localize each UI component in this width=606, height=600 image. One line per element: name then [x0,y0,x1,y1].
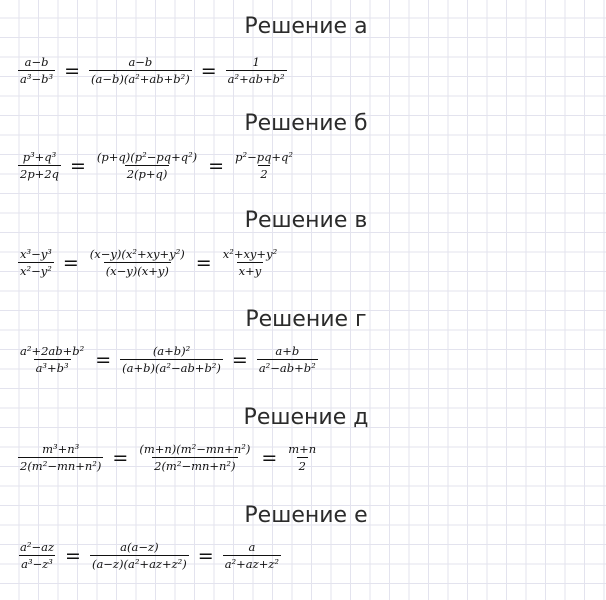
denominator: a³+b³ [35,361,69,375]
equals-sign: = [261,446,278,469]
denominator: (x−y)(x+y) [105,264,169,278]
fraction [90,541,189,571]
denominator: (a−b)(a²+ab+b²) [91,72,190,86]
numerator: a²−az [20,540,55,554]
fraction [95,151,199,181]
numerator: a [248,540,256,554]
numerator: x²+xy+y² [222,247,278,261]
equals-sign: = [64,59,80,82]
fraction [89,56,192,86]
fraction [120,345,223,375]
equation [16,248,281,278]
equals-sign: = [95,348,112,371]
numerator: p²−pq+q² [235,150,294,164]
equals-sign: = [112,446,129,469]
equals-sign: = [62,251,79,274]
equals-sign: = [195,251,212,274]
equals-sign: = [200,59,217,82]
numerator: p³+q³ [22,150,57,164]
numerator: x³−y³ [20,247,52,261]
numerator: a−b [24,55,49,69]
fraction [233,151,295,181]
fraction [223,541,281,571]
equation [16,56,289,86]
solution-title: Решение в [244,208,368,233]
numerator: (p+q)(p²−pq+q²) [96,150,198,164]
fraction [257,345,318,375]
fraction [88,248,187,278]
numerator: (a+b)² [152,344,191,358]
fraction [18,56,55,86]
equals-sign: = [197,544,214,567]
denominator: a³−z³ [21,557,53,571]
denominator: 2(p+q) [126,167,168,181]
fraction [18,541,56,571]
denominator: a²+az+z² [224,557,280,571]
numerator: a(a−z) [120,540,159,554]
numerator: a−b [128,55,153,69]
solution-title: Решение б [244,111,368,136]
denominator: 2p+2q [20,167,59,181]
fraction [18,151,61,181]
fraction [18,248,54,278]
fraction [137,443,252,473]
equals-sign: = [231,348,248,371]
numerator: 1 [252,55,260,69]
equals-sign: = [208,154,225,177]
solution-title: Решение д [243,405,369,430]
fraction [286,443,318,473]
denominator: (a−z)(a²+az+z²) [91,557,187,571]
denominator: (a+b)(a²−ab+b²) [122,361,221,375]
denominator: 2 [298,459,306,473]
fraction [226,56,287,86]
equals-sign: = [65,544,81,567]
equation [16,541,283,571]
denominator: a²−ab+b² [258,361,316,375]
denominator: x²−y² [20,264,52,278]
equation [16,345,320,375]
denominator: 2 [260,167,268,181]
denominator: 2(m²−mn+n²) [154,459,236,473]
solution-title: Решение г [245,307,367,332]
equation [16,443,320,473]
denominator: x+y [238,264,262,278]
numerator: (x−y)(x²+xy+y²) [89,247,185,261]
numerator: a²+2ab+b² [20,344,85,358]
numerator: a+b [275,344,300,358]
numerator: m+n [288,442,317,456]
fraction [18,345,86,375]
fraction [221,248,279,278]
denominator: 2(m²−mn+n²) [20,459,102,473]
equation [16,151,297,181]
numerator: m³+n³ [42,442,80,456]
denominator: a²+ab+b² [227,72,285,86]
numerator: (m+n)(m²−mn+n²) [139,442,251,456]
fraction [18,443,103,473]
denominator: a³−b³ [20,72,54,86]
solution-title: Решение е [244,503,368,528]
solution-title: Решение а [244,14,368,39]
equals-sign: = [70,154,86,177]
